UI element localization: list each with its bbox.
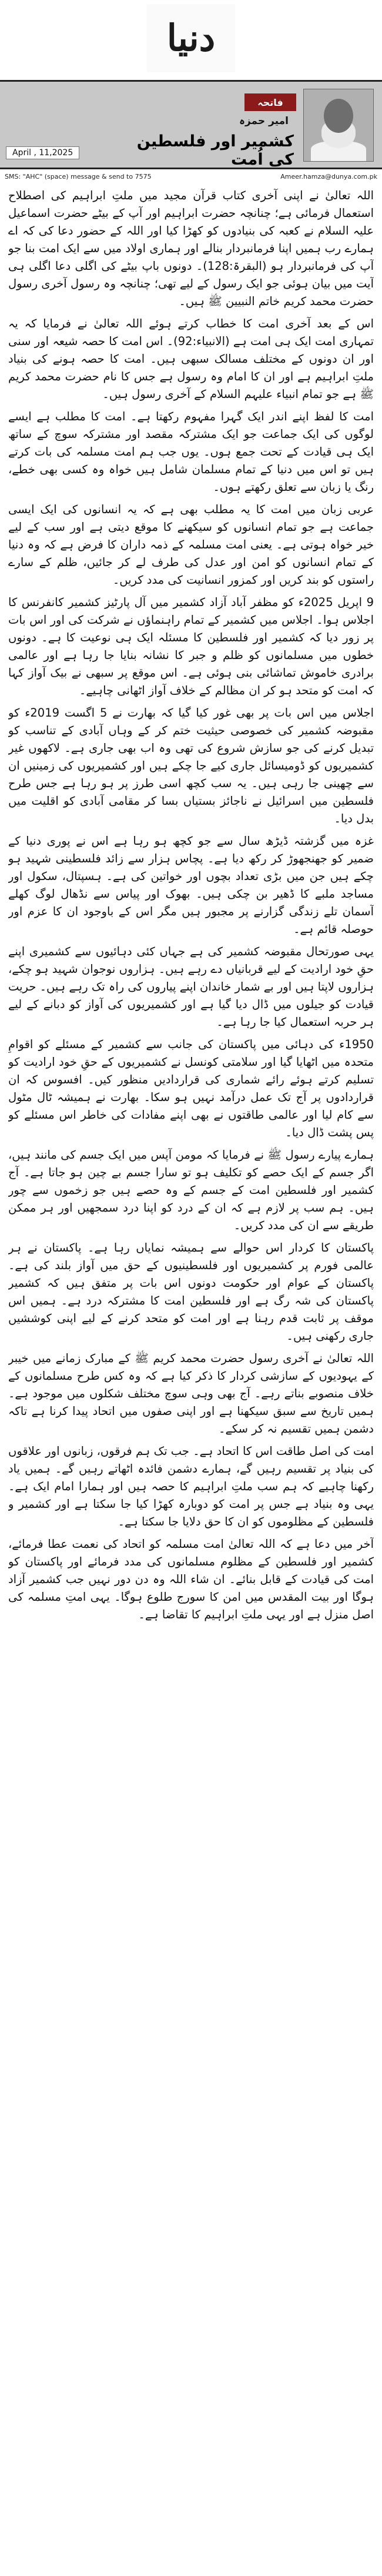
article-paragraph: اجلاس میں اس بات پر بھی غور کیا گیا کہ بھارت نے 5 اگست 2019ء کو مقبوضہ کشمیر کی خصوصی حیثیت ختم کر کے وہاں آبادی کے تناسب کو تبدیل کرنے کی جو سازش شروع کی تھی وہ اب بھی جاری ہے۔ لاکھوں غیر کشمیریوں کو ڈومیسائل جاری کیے جا چکے ہیں اور کشمیریوں کی زمینیں ان سے چھینی جا رہی ہیں۔ یہ سب کچھ اسی طرز پر ہو رہا ہے جس طرح فلسطین میں اسرائیل نے ناجائز بستیاں بسا کر مقامی آبادی کو اقلیت میں بدل دیا۔ [8, 706, 374, 825]
article-paragraph: اللہ تعالیٰ نے اپنی آخری کتاب قرآن مجید میں ملتِ ابراہیم کی اصطلاح استعمال فرمائی ہے؛ چنانچہ حضرت ابراہیم اور آپ کے بیٹے حضرت اسماعیل علیہ السلام نے کعبہ کی بنیادوں کو کھڑا کیا اور اللہ کے حضور دعا کی کہ اے ہمارے رب ہمیں اپنا فرمانبردار بنالے اور ہماری اولاد میں سے ایک امت بنا جو آپ کی فرمانبردار ہو (البقرۃ:128)۔ دونوں باپ بیٹے کی اگلی دعا اگلی ہی آیت میں بیان ہوئی جو ایک رسول کے لیے تھی؛ چنانچہ وہ رسول آخری رسول حضرت محمد کریم خاتم النبیین ﷺ ہیں۔ [8, 189, 374, 308]
author-portrait [303, 89, 374, 162]
article-paragraph: 1950ء کی دہائی میں پاکستان کی جانب سے کشمیر کے مسئلے کو اقوامِ متحدہ میں اٹھایا گیا اور سلامتی کونسل نے کشمیریوں کے حقِ خود ارادیت کو تسلیم کرتے ہوئے رائے شماری کی قراردادیں منظور کیں۔ افسوس کہ ان قراردادوں پر آج تک عمل درآمد نہیں ہو سکا۔ بھارت نے ہمیشہ ٹال مٹول سے کام لیا اور عالمی طاقتوں نے بھی اپنے مفادات کی خاطر اس مسئلے کو پس پشت ڈال دیا۔ [8, 1038, 374, 1139]
author-name: امیر حمزہ [239, 115, 289, 127]
article-paragraph: عربی زبان میں امت کا یہ مطلب بھی ہے کہ یہ انسانوں کی ایک ایسی جماعت ہے جو تمام انسانوں کو سیکھنے کا موقع دیتی ہے اور سب کے لیے خیر خواہ ہوتی ہے۔ یعنی امت مسلمہ کے ذمہ داران کا فرض ہے کہ وہ دنیا کے تمام انسانوں کو امن اور عدل کی طرف لے کر جائیں، ظلم کے سارے راستوں کو بند کریں اور کمزور انسانیت کی مدد کریں۔ [8, 503, 374, 587]
column-banner [0, 80, 382, 169]
masthead [0, 0, 382, 76]
article-paragraph: آخر میں دعا ہے کہ اللہ تعالیٰ امت مسلمہ کو اتحاد کی نعمت عطا فرمائے، کشمیر اور فلسطین کے مظلوم مسلمانوں کی مدد فرمائے اور پاکستان کو امت کی قیادت کے قابل بنائے۔ ان شاء اللہ وہ دن دور نہیں جب کشمیر آزاد ہوگا اور بیت المقدس میں امن کا سورج طلوع ہوگا۔ یہی امتِ مسلمہ کی اصل منزل ہے اور یہی ملتِ ابراہیم کا تقاضا ہے۔ [8, 1537, 374, 1621]
article-headline: کشمیر اور فلسطین کی اُمت [136, 132, 294, 169]
newspaper-logo [147, 4, 235, 72]
article-paragraph: امت کا لفظ اپنے اندر ایک گہرا مفہوم رکھتا ہے۔ امت کا مطلب ہے ایسے لوگوں کی ایک جماعت جو ایک مشترکہ مقصد اور مشترکہ سوچ کے ساتھ ایک ہی قیادت کے تحت جمع ہوں۔ یوں جب ہم امت مسلمہ کی بات کرتے ہیں تو اس میں دنیا کے تمام مسلمان شامل ہیں خواہ وہ کسی بھی خطے، رنگ یا زبان سے تعلق رکھتے ہوں۔ [8, 410, 374, 494]
contact-bar [0, 172, 382, 182]
column-tag: فاتحہ [244, 93, 296, 111]
article-paragraph: پاکستان کا کردار اس حوالے سے ہمیشہ نمایاں رہا ہے۔ پاکستان نے ہر عالمی فورم پر کشمیریوں اور فلسطینیوں کے حق میں آواز بلند کی ہے۔ پاکستان کے عوام اور حکومت دونوں اس بات پر متفق ہیں کہ کشمیر پاکستان کی شہ رگ ہے اور فلسطین امت کا مشترکہ درد ہے۔ ہمیں اس موقف پر ثابت قدم رہنا ہے اور امت کو متحد کرنے کے لیے اپنی کوششیں جاری رکھنی ہیں۔ [8, 1241, 374, 1343]
publish-date: April , 11,2025 [6, 146, 79, 159]
article-body [8, 187, 374, 2568]
article-paragraph: غزہ میں گزشتہ ڈیڑھ سال سے جو کچھ ہو رہا ہے اس نے پوری دنیا کے ضمیر کو جھنجھوڑ کر رکھ دیا ہے۔ پچاس ہزار سے زائد فلسطینی شہید ہو چکے ہیں جن میں بڑی تعداد بچوں اور خواتین کی ہے۔ ہسپتال، سکول اور مساجد ملبے کا ڈھیر بن چکی ہیں۔ بھوک اور پیاس سے نڈھال لوگ کھلے آسمان تلے زندگی گزارنے پر مجبور ہیں مگر اس کے باوجود ان کا عزم اور حوصلہ قائم ہے۔ [8, 834, 374, 936]
article-paragraph: اس کے بعد آخری امت کا خطاب کرتے ہوئے اللہ تعالیٰ نے فرمایا کہ یہ تمہاری امت ایک ہی امت ہے (الانبیاء:92)۔ اس امت کا حصہ شیعہ اور سنی اور ان دونوں کے مختلف مسالک سبھی ہیں۔ امت کا حصہ ہونے کی بنیاد ملتِ ابراہیم ہے اور ان کا امام وہ رسول ہے جس کا نام حضرت محمد کریم ﷺ ہے جو تمام انبیاء علیہم السلام کے آخری رسول ہیں۔ [8, 317, 374, 401]
article-paragraph: یہی صورتحال مقبوضہ کشمیر کی ہے جہاں کئی دہائیوں سے کشمیری اپنے حقِ خود ارادیت کے لیے قربانیاں دے رہے ہیں۔ ہزاروں نوجوان شہید ہو چکے، ہزاروں لاپتا ہیں اور بے شمار خاندان اپنے پیاروں کی راہ تک رہے ہیں۔ حریت قیادت کو جیلوں میں ڈال دیا گیا ہے اور کشمیریوں کی آواز کو دبانے کے لیے ہر حربہ استعمال کیا جا رہا ہے۔ [8, 945, 374, 1029]
article-paragraph: امت کی اصل طاقت اس کا اتحاد ہے۔ جب تک ہم فرقوں، زبانوں اور علاقوں کی بنیاد پر تقسیم رہیں گے، ہمارے دشمن فائدہ اٹھاتے رہیں گے۔ ہمیں یاد رکھنا چاہیے کہ ہم سب ملتِ ابراہیم کا حصہ ہیں اور ہمارا امام ایک ہے۔ یہی وہ بنیاد ہے جس پر امت کو دوبارہ کھڑا کیا جا سکتا ہے اور کشمیر و فلسطین کے مظلوموں کو ان کا حق دلایا جا سکتا ہے۔ [8, 1444, 374, 1528]
article-paragraph: ہمارے پیارے رسول ﷺ نے فرمایا کہ مومن آپس میں ایک جسم کی مانند ہیں، اگر جسم کے ایک حصے کو تکلیف ہو تو سارا جسم بے چین ہو جاتا ہے۔ آج کشمیر اور فلسطین امت کے جسم کے وہ حصے ہیں جو زخموں سے چور ہیں۔ ہم سب پر لازم ہے کہ ان کے درد کو اپنا درد سمجھیں اور ہر ممکن طریقے سے ان کی مدد کریں۔ [8, 1148, 374, 1232]
portrait-head-shape [324, 99, 353, 133]
logo-text: دنیا [166, 16, 216, 59]
article-paragraph: 9 اپریل 2025ء کو مظفر آباد آزاد کشمیر میں آل پارٹیز کشمیر کانفرنس کا اجلاس ہوا۔ اجلاس میں کشمیر کے تمام راہنماؤں نے شرکت کی اور اس بات پر زور دیا کہ کشمیر اور فلسطین کا مسئلہ ایک ہی نوعیت کا ہے۔ دونوں خطوں میں مسلمانوں کو ظلم و جبر کا نشانہ بنایا جا رہا ہے اور عالمی برادری خاموش تماشائی بنی ہوئی ہے۔ اس موقع پر سبھی نے بیک آواز کہا کہ امت کو متحد ہو کر ان مظالم کے خلاف آواز اٹھانی چاہیے۔ [8, 596, 374, 697]
article-paragraph: اللہ تعالیٰ نے آخری رسول حضرت محمد کریم ﷺ کے مبارک زمانے میں خیبر کے یہودیوں کے سازشی کردار کا ذکر کیا ہے کہ وہ کس طرح مسلمانوں کے خلاف منصوبے بناتے رہے۔ آج بھی وہی سوچ مختلف شکلوں میں موجود ہے۔ ہمیں تاریخ سے سبق سیکھنا ہے اور اپنی صفوں میں اتحاد پیدا کرنا ہے تاکہ دشمن ہمیں تقسیم نہ کر سکے۔ [8, 1351, 374, 1436]
author-email[interactable]: Ameer.hamza@dunya.com.pk [280, 173, 377, 180]
sms-info: SMS: "AHC" (space) message & send to 7575 [5, 173, 152, 180]
